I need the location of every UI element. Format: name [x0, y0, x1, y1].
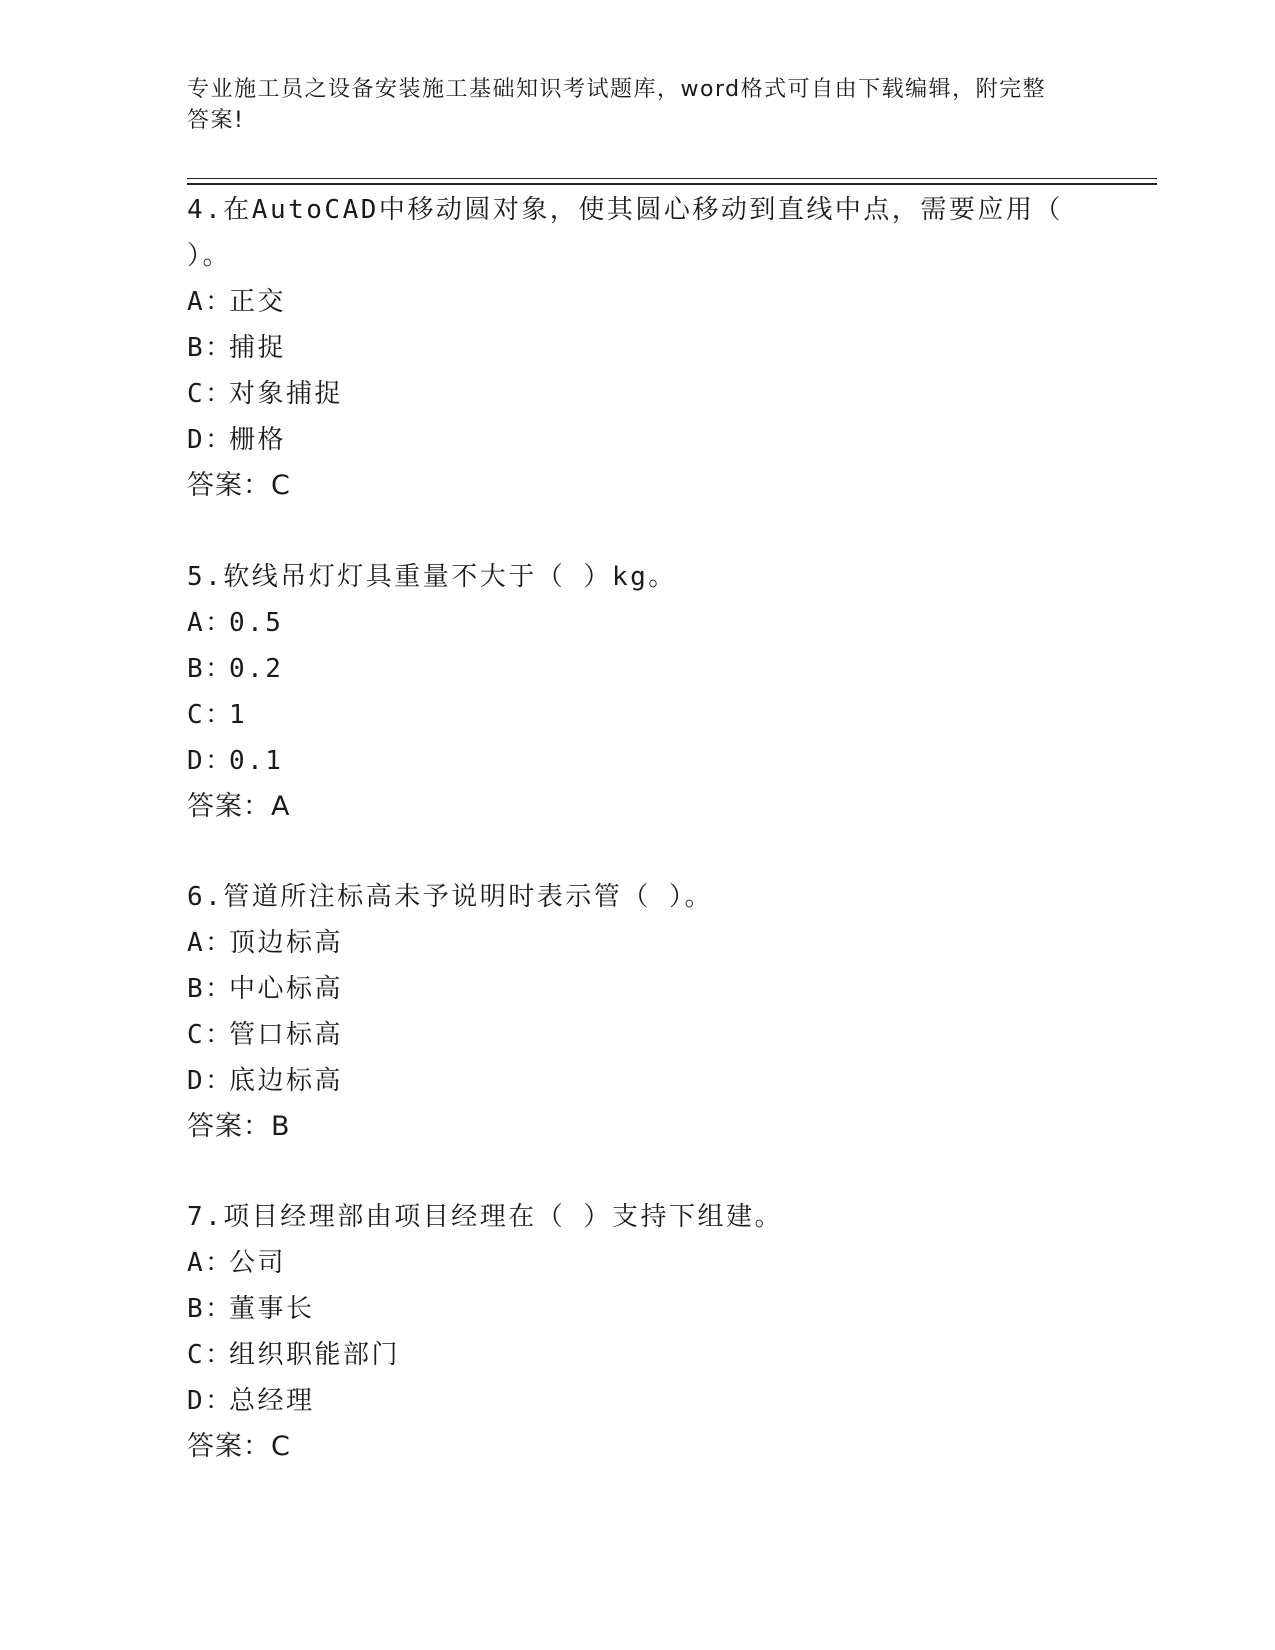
- question-7: [187, 1194, 1157, 1470]
- option-key: C：: [187, 1020, 234, 1050]
- option-key: D：: [187, 425, 234, 455]
- option-a: [187, 600, 1157, 646]
- option-key: C：: [187, 1340, 234, 1370]
- option-key: B：: [187, 333, 234, 363]
- option-text: 0.5: [229, 608, 284, 638]
- option-a: [187, 1240, 1157, 1286]
- option-key: C：: [187, 379, 234, 409]
- option-a: [187, 279, 1157, 325]
- question-stem: 4.在AutoCAD中移动圆对象，使其圆心移动到直线中点，需要应用（ ）。: [187, 195, 1063, 271]
- option-text: 栅格: [229, 425, 287, 455]
- option-d: [187, 417, 1157, 463]
- question-6: [187, 874, 1157, 1150]
- option-c: [187, 371, 1157, 417]
- option-key: A：: [187, 928, 234, 958]
- option-d: [187, 1058, 1157, 1104]
- option-text: 0.1: [229, 746, 284, 776]
- answer-line: 答案：B: [187, 1111, 291, 1142]
- answer-line: 答案：A: [187, 791, 291, 822]
- option-text: 管口标高: [229, 1020, 344, 1050]
- option-text: 正交: [229, 287, 287, 317]
- option-key: A：: [187, 608, 234, 638]
- question-stem: 5.软线吊灯灯具重量不大于（ ）kg。: [187, 562, 677, 592]
- option-key: B：: [187, 974, 234, 1004]
- option-c: [187, 1012, 1157, 1058]
- option-key: D：: [187, 1386, 234, 1416]
- question-4: [187, 187, 1157, 509]
- option-text: 公司: [229, 1248, 287, 1278]
- header-divider-thick: [187, 183, 1157, 185]
- option-text: 0.2: [229, 654, 284, 684]
- option-b: [187, 1286, 1157, 1332]
- option-text: 总经理: [229, 1386, 315, 1416]
- document-header: 专业施工员之设备安装施工基础知识考试题库，word格式可自由下载编辑，附完整答案!: [187, 77, 1047, 133]
- option-c: [187, 692, 1157, 738]
- option-b: [187, 966, 1157, 1012]
- option-text: 捕捉: [229, 333, 287, 363]
- option-text: 1: [229, 700, 248, 730]
- option-text: 顶边标高: [229, 928, 344, 958]
- option-text: 对象捕捉: [229, 379, 344, 409]
- option-key: D：: [187, 1066, 234, 1096]
- question-stem: 7.项目经理部由项目经理在（ ）支持下组建。: [187, 1202, 783, 1232]
- option-b: [187, 646, 1157, 692]
- header-divider-thin: [187, 178, 1157, 179]
- option-text: 组织职能部门: [229, 1340, 401, 1370]
- question-5: [187, 554, 1157, 830]
- option-d: [187, 1378, 1157, 1424]
- option-a: [187, 920, 1157, 966]
- option-text: 董事长: [229, 1294, 315, 1324]
- question-stem: 6.管道所注标高未予说明时表示管（ ）。: [187, 882, 713, 912]
- option-key: B：: [187, 654, 234, 684]
- option-key: A：: [187, 1248, 234, 1278]
- answer-line: 答案：C: [187, 470, 291, 501]
- option-c: [187, 1332, 1157, 1378]
- document-page: [187, 0, 1157, 1650]
- option-text: 中心标高: [229, 974, 344, 1004]
- option-key: C：: [187, 700, 234, 730]
- option-key: B：: [187, 1294, 234, 1324]
- option-text: 底边标高: [229, 1066, 344, 1096]
- answer-line: 答案：C: [187, 1431, 291, 1462]
- option-key: A：: [187, 287, 234, 317]
- option-d: [187, 738, 1157, 784]
- option-key: D：: [187, 746, 234, 776]
- option-b: [187, 325, 1157, 371]
